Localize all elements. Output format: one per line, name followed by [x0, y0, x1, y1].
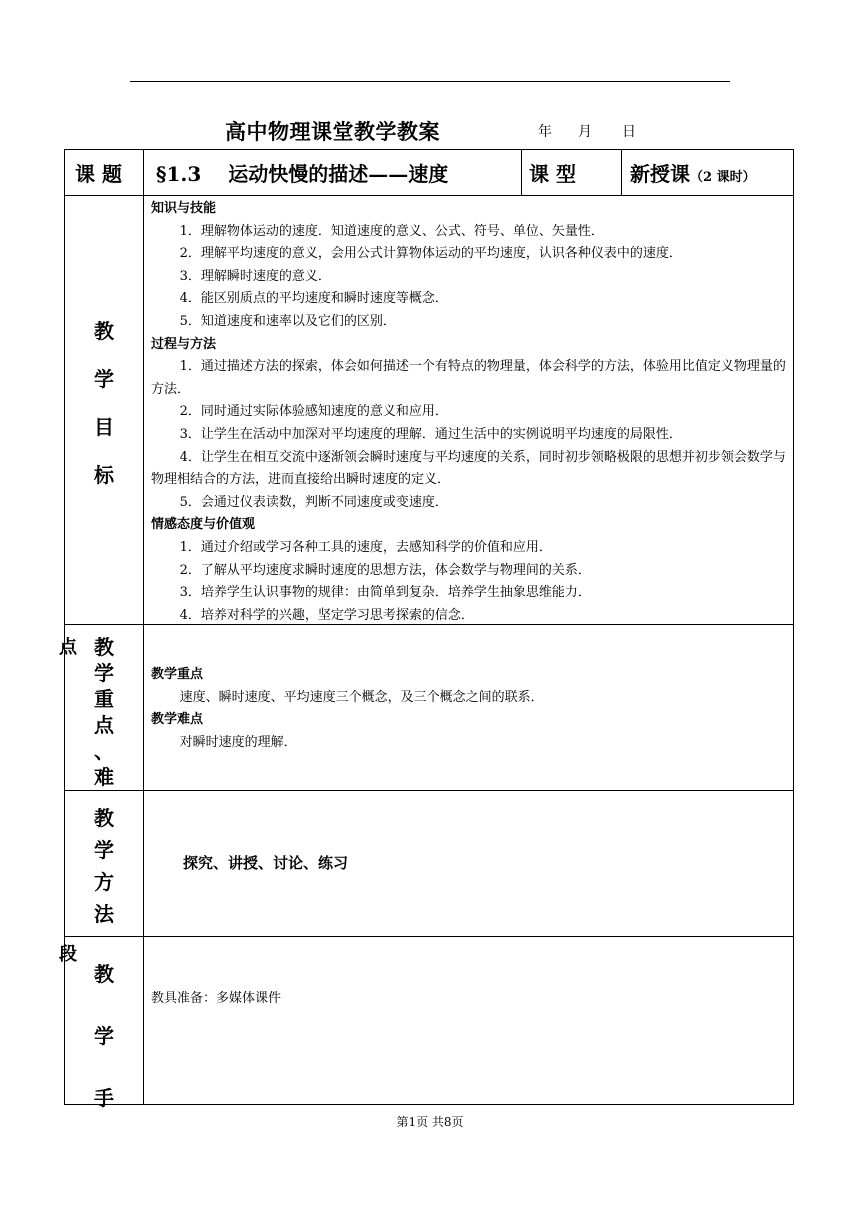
goals-item: 3．理解瞬时速度的意义．	[179, 268, 331, 284]
methods-label	[65, 802, 143, 930]
col-divider	[521, 150, 522, 195]
goals-label-char: 标	[94, 463, 114, 487]
means-text: 教具准备：多媒体课件	[151, 991, 282, 1006]
stray-char: 点	[59, 637, 77, 658]
means-label-char: 教	[94, 962, 114, 986]
lesson-plan-table	[59, 149, 794, 1110]
col-divider	[621, 150, 622, 195]
goals-item: 3．培养学生认识事物的规律：由简单到复杂．培养学生抽象思维能力．	[179, 585, 591, 601]
goals-item: 5．会通过仪表读数，判断不同速度或变速度．	[179, 494, 448, 510]
keypoints-label-char: 难	[94, 765, 114, 789]
goals-item: 2．同时通过实际体验感知速度的意义和应用．	[179, 404, 448, 420]
stray-char: 段	[59, 944, 77, 965]
goals-item: 3．让学生在活动中加深对平均速度的理解．通过生活中的实例说明平均速度的局限性．	[179, 426, 682, 442]
title-row	[0, 116, 860, 144]
type-label: 课 型	[529, 162, 576, 186]
methods-text: 探究、讲授、讨论、练习	[183, 854, 349, 872]
goals-label-char: 教	[94, 319, 114, 343]
methods-label-char: 教	[94, 806, 114, 830]
goals-item: 5．知道速度和速率以及它们的区别．	[179, 313, 396, 329]
topic-label: 课 题	[75, 162, 122, 186]
page-title: 高中物理课堂教学教案	[225, 119, 440, 144]
difficulty-text: 对瞬时速度的理解．	[179, 734, 297, 750]
means-label	[65, 964, 143, 1108]
top-rule	[130, 81, 730, 82]
key-text: 速度、瞬时速度、平均速度三个概念，及三个概念之间的联系．	[179, 689, 544, 705]
goals-section-heading: 过程与方法	[151, 336, 217, 352]
type-value	[630, 158, 756, 187]
goals-label-char: 学	[94, 367, 114, 391]
goals-section-heading: 知识与技能	[151, 201, 217, 216]
goals-item: 1．理解物体运动的速度．知道速度的意义、公式、符号、单位、矢量性．	[179, 223, 604, 239]
goals-section-heading: 情感态度与价值观	[151, 517, 256, 533]
key-heading: 教学重点	[151, 667, 204, 682]
difficulty-heading: 教学难点	[151, 712, 204, 728]
keypoints-content	[151, 664, 787, 754]
keypoints-label-char: 教	[94, 635, 114, 659]
goals-item: 4．能区别质点的平均速度和瞬时速度等概念．	[179, 291, 448, 307]
goals-item: 1．通过介绍或学习各种工具的速度，去感知科学的价值和应用．	[179, 539, 552, 555]
keypoints-label-char: 学	[94, 661, 114, 685]
goals-item: 2．理解平均速度的意义，会用公式计算物体运动的平均速度，认识各种仪表中的速度．	[179, 246, 682, 262]
methods-label-char: 法	[94, 902, 114, 926]
type-hours-note: （2 课时）	[690, 170, 756, 185]
date-day: 日	[622, 124, 636, 140]
row-divider	[65, 936, 793, 937]
topic-value: §1.3 运动快慢的描述——速度	[156, 162, 449, 186]
col-divider	[143, 150, 144, 1105]
type-value-text: 新授课	[630, 162, 690, 186]
goals-item: 4．让学生在相互交流中逐渐领会瞬时速度与平均速度的关系，同时初步领略极限的思想并初步领会数学与物理相结合的方法，进而直接给出瞬时速度的定义．	[151, 449, 786, 488]
methods-label-char: 学	[94, 838, 114, 862]
methods-label-char: 方	[94, 870, 114, 894]
keypoints-label-char: 重	[94, 687, 114, 711]
goals-item: 4．培养对科学的兴趣，坚定学习思考探索的信念．	[179, 607, 474, 623]
means-label-char: 学	[94, 1024, 114, 1048]
date-month: 月	[578, 124, 592, 140]
goals-content	[151, 198, 787, 627]
goals-label-char: 目	[94, 415, 114, 439]
date-year: 年	[538, 124, 552, 140]
keypoints-label-char: 点	[94, 713, 114, 737]
row-divider	[65, 195, 793, 196]
keypoints-label	[65, 634, 143, 790]
means-label-char: 手	[94, 1086, 114, 1110]
row-divider	[65, 790, 793, 791]
keypoints-label-char: 、	[94, 739, 114, 763]
goals-item: 1．通过描述方法的探索，体会如何描述一个有特点的物理量，体会科学的方法，体验用比值定义物理量的方法．	[151, 359, 786, 397]
page-footer: 第1页 共8页	[396, 1115, 464, 1129]
goals-item: 2．了解从平均速度求瞬时速度的思想方法，体会数学与物理间的关系．	[179, 562, 591, 578]
goals-label	[65, 321, 143, 485]
